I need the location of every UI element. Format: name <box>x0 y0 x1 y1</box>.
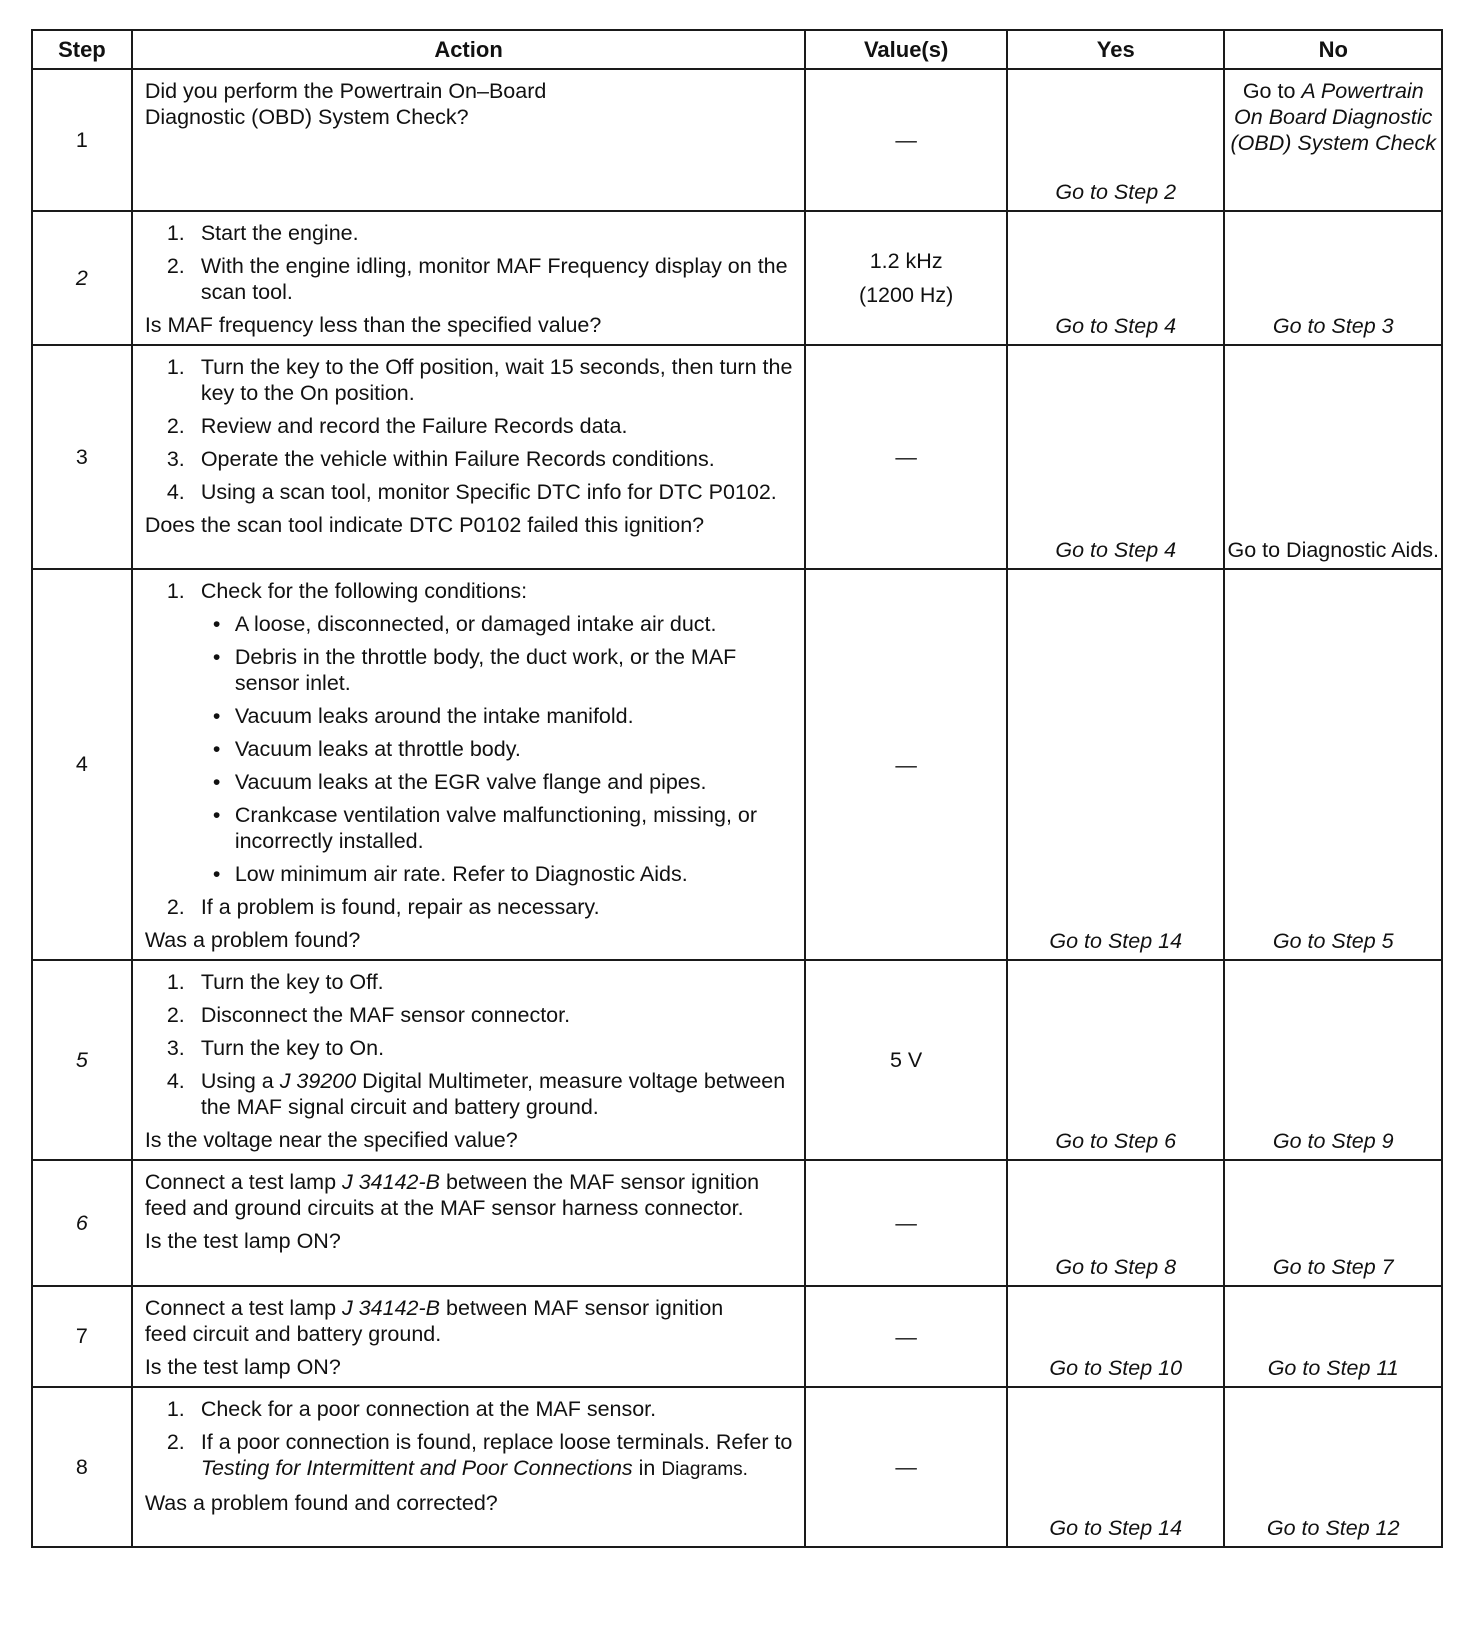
header-action: Action <box>132 30 805 69</box>
header-row <box>32 30 1442 69</box>
value-cell: — <box>805 569 1007 960</box>
yes-cell: Go to Step 8 <box>1007 1160 1224 1286</box>
no-cell: Go to Step 3 <box>1224 211 1442 345</box>
action-item: 2. With the engine idling, monitor MAF Frequency display on the scan tool. <box>166 254 788 304</box>
action-item: 2. If a poor connection is found, replace loose terminals. Refer to Testing for Intermittent and Poor Connections in Diagrams. <box>166 1430 793 1480</box>
action-cell <box>132 1286 805 1387</box>
bullet-item: • Debris in the throttle body, the duct work, or the MAF sensor inlet. <box>201 644 798 696</box>
header-yes: Yes <box>1007 30 1224 69</box>
reference-title: Testing for Intermittent and Poor Connections <box>200 1456 633 1480</box>
action-cell <box>132 69 805 211</box>
step-number: 2 <box>32 211 132 345</box>
action-question: Is the test lamp ON? <box>144 1355 341 1379</box>
step-number: 1 <box>32 69 132 211</box>
action-question: Was a problem found and corrected? <box>144 1491 498 1515</box>
value-cell: — <box>805 345 1007 569</box>
diagnostic-table <box>31 29 1443 1548</box>
yes-cell: Go to Step 2 <box>1007 69 1224 211</box>
no-cell: Go to Diagnostic Aids. <box>1224 345 1442 569</box>
step-number: 4 <box>32 569 132 960</box>
table-row <box>32 211 1442 345</box>
yes-cell: Go to Step 4 <box>1007 345 1224 569</box>
action-item: 2. If a problem is found, repair as necessary. <box>166 895 600 919</box>
action-cell <box>132 569 805 960</box>
action-item: 1. Check for a poor connection at the MAF sensor. <box>166 1397 657 1421</box>
yes-cell: Go to Step 4 <box>1007 211 1224 345</box>
no-cell: Go to Step 9 <box>1224 960 1442 1160</box>
tool-reference: J 34142-B <box>342 1296 441 1320</box>
yes-cell: Go to Step 6 <box>1007 960 1224 1160</box>
no-link-text: A Powertrain On Board Diagnostic (OBD) System Check <box>1230 79 1436 155</box>
no-cell: Go to Step 7 <box>1224 1160 1442 1286</box>
no-cell: Go to Step 11 <box>1224 1286 1442 1387</box>
bullet-item: • Crankcase ventilation valve malfunctioning, missing, or incorrectly installed. <box>201 802 798 854</box>
table-row <box>32 960 1442 1160</box>
value-cell: — <box>805 1387 1007 1547</box>
yes-cell: Go to Step 14 <box>1007 1387 1224 1547</box>
action-cell <box>132 211 805 345</box>
tool-reference: J 39200 <box>279 1069 357 1093</box>
action-question: Does the scan tool indicate DTC P0102 failed this ignition? <box>144 513 705 537</box>
step-number: 5 <box>32 960 132 1160</box>
tool-reference: J 34142-B <box>342 1170 441 1194</box>
action-cell <box>132 960 805 1160</box>
step-number: 8 <box>32 1387 132 1547</box>
action-item: 2. Review and record the Failure Records data. <box>166 414 628 438</box>
value-cell: — <box>805 69 1007 211</box>
action-item: 3. Operate the vehicle within Failure Records conditions. <box>166 447 715 471</box>
action-item: 1. Start the engine. <box>166 221 359 245</box>
table-row <box>32 569 1442 960</box>
action-cell <box>132 1160 805 1286</box>
value-cell: 5 V <box>805 960 1007 1160</box>
action-question: Is MAF frequency less than the specified value? <box>144 313 602 337</box>
bullet-item: • Low minimum air rate. Refer to Diagnostic Aids. <box>201 861 798 887</box>
yes-cell: Go to Step 14 <box>1007 569 1224 960</box>
reference-section: Diagrams. <box>661 1459 748 1480</box>
action-cell <box>132 1387 805 1547</box>
value-cell <box>805 211 1007 345</box>
step-number: 7 <box>32 1286 132 1387</box>
bullet-item: • Vacuum leaks at the EGR valve flange and pipes. <box>201 769 798 795</box>
table-row <box>32 1286 1442 1387</box>
action-item: 4. Using a J 39200 Digital Multimeter, measure voltage between the MAF signal circuit and battery ground. <box>166 1069 786 1119</box>
action-question: Is the test lamp ON? <box>144 1229 341 1253</box>
action-item: 1. Turn the key to Off. <box>166 970 384 994</box>
action-item: 1. Turn the key to the Off position, wait 15 seconds, then turn the key to the On position. <box>166 355 793 405</box>
no-cell: Go to Step 5 <box>1224 569 1442 960</box>
header-step: Step <box>32 30 132 69</box>
table-row <box>32 1387 1442 1547</box>
value-cell: — <box>805 1286 1007 1387</box>
value-line: 1.2 kHz <box>869 249 943 273</box>
no-prefix: Go to <box>1242 79 1302 103</box>
yes-cell: Go to Step 10 <box>1007 1286 1224 1387</box>
no-cell: Go to Step 12 <box>1224 1387 1442 1547</box>
action-item: 1. Check for the following conditions: • A loose, disconnected, or damaged intake air duct. • Debris in the throttle body, the duct work, or the MAF sensor inlet. • Vacuum leaks around the intake manifold. • Vacuum leaks at throttle body. • Vacuum leaks at the EGR valve flange and pipes. • Crankcase ventilation valve malfunctioning, missing, or incorrectly installed. • Low minimum air rate. Refer to Diagnostic Aids. <box>145 578 798 887</box>
action-text: Did you perform the Powertrain On–Board Diagnostic (OBD) System Check? <box>144 79 547 129</box>
action-item: 2. Disconnect the MAF sensor connector. <box>166 1003 571 1027</box>
step-number: 3 <box>32 345 132 569</box>
table-row <box>32 1160 1442 1286</box>
action-text: Connect a test lamp J 34142-B between MAF sensor ignition feed circuit and battery ground. <box>144 1296 724 1346</box>
table-row <box>32 345 1442 569</box>
table-row <box>32 69 1442 211</box>
action-cell <box>132 345 805 569</box>
header-values: Value(s) <box>805 30 1007 69</box>
value-cell: — <box>805 1160 1007 1286</box>
no-cell <box>1224 69 1442 211</box>
bullet-item: • Vacuum leaks around the intake manifold. <box>201 703 798 729</box>
diagnostic-table-container <box>31 29 1443 1548</box>
bullet-item: • Vacuum leaks at throttle body. <box>201 736 798 762</box>
action-question: Is the voltage near the specified value? <box>144 1128 518 1152</box>
bullet-item: • A loose, disconnected, or damaged intake air duct. <box>201 611 798 637</box>
header-no: No <box>1224 30 1442 69</box>
action-item: 3. Turn the key to On. <box>166 1036 385 1060</box>
action-item: 4. Using a scan tool, monitor Specific DTC info for DTC P0102. <box>166 480 777 504</box>
action-question: Was a problem found? <box>144 928 361 952</box>
value-line: (1200 Hz) <box>858 283 954 307</box>
action-text: Connect a test lamp J 34142-B between the MAF sensor ignition feed and ground circuits at the MAF sensor harness connector. <box>144 1170 760 1220</box>
step-number: 6 <box>32 1160 132 1286</box>
